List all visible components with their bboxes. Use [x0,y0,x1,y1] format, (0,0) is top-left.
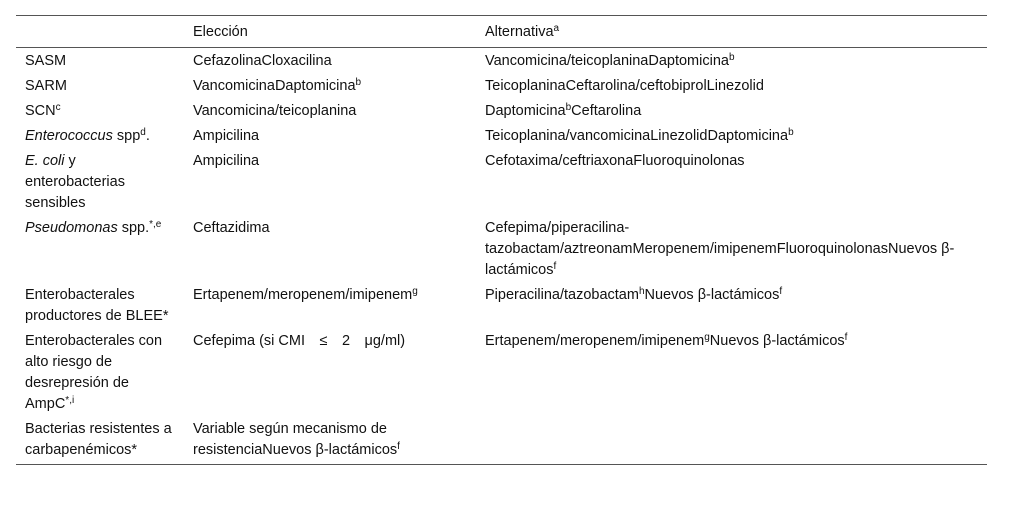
alternative-footnote: b [728,52,735,63]
alternative-after: Nuevos β-lactámicos [709,333,845,349]
table-body [16,48,987,465]
header-organism [16,16,184,48]
organism-footnote: *,e [149,219,162,230]
organism-italic: Pseudomonas [25,220,118,236]
antibiotic-table [16,15,987,465]
choice-cell [184,100,476,125]
alternative-text: TeicoplaninaCeftarolina/ceftobiprolLinezolid [485,78,764,94]
organism-text: SASM [25,53,67,69]
table-row [16,100,987,125]
organism-italic: E. coli [25,153,65,169]
choice-text: Ceftazidima [193,220,270,236]
table-row [16,75,987,100]
organism-cell [16,217,184,284]
alternative-text: Cefepima/piperacilina-tazobactam/aztreonamMeropenem/imipenemFluoroquinolonasNuevos β-lactámicos [485,220,955,278]
choice-text: Cefepima (si CMI ≤ 2 μg/ml) [193,333,406,349]
organism-text: y enterobacterias sensibles [25,153,125,211]
alternative-text: Piperacilina/tazobactam [485,287,639,303]
choice-cell [184,48,476,76]
alternative-cell [476,75,987,100]
choice-text: Ertapenem/meropenem/imipenem [193,287,413,303]
choice-footnote: g [412,286,418,297]
table-row [16,330,987,418]
alternative-text: Cefotaxima/ceftriaxonaFluoroquinolonas [485,153,745,169]
alternative-cell [476,125,987,150]
alternative-footnote: b [565,102,572,113]
alternative-after: Nuevos β-lactámicos [644,287,780,303]
choice-text: Variable según mecanismo de resistenciaNuevos β-lactámicos [193,421,398,458]
choice-cell [184,284,476,330]
alternative-footnote: g [704,332,710,343]
choice-text: CefazolinaCloxacilina [193,53,332,69]
header-row [16,16,987,48]
choice-footnote: f [397,441,400,452]
organism-footnote: c [55,102,61,113]
alternative-text: Daptomicina [485,103,566,119]
header-alternative-label: Alternativa [485,24,554,40]
organism-text: spp. [117,220,150,236]
choice-cell [184,125,476,150]
choice-text: Ampicilina [193,128,260,144]
alternative-footnote: h [638,286,645,297]
choice-cell [184,150,476,217]
header-choice: Elección [193,24,248,40]
alternative-footnote: b [788,127,794,138]
organism-italic: Enterococcus [25,128,113,144]
table-row [16,48,987,76]
alternative-cell [476,284,987,330]
alternative-cell [476,150,987,217]
alternative-text: Vancomicina/teicoplaninaDaptomicina [485,53,729,69]
choice-cell [184,217,476,284]
choice-cell [184,418,476,465]
organism-cell [16,150,184,217]
table-row [16,125,987,150]
organism-cell [16,75,184,100]
antibiotic-table-container [16,15,987,465]
organism-cell [16,284,184,330]
organism-cell [16,100,184,125]
organism-text: spp [112,128,141,144]
organism-cell [16,330,184,418]
table-row [16,284,987,330]
alternative-footnote-2: f [779,286,783,297]
alternative-cell [476,217,987,284]
organism-footnote: *,i [65,395,75,406]
choice-text: Ampicilina [193,153,260,169]
alternative-after: Ceftarolina [571,103,642,119]
header-alternative-footnote: a [553,23,560,34]
table-row [16,217,987,284]
header-alternative [476,16,987,48]
alternative-cell [476,100,987,125]
choice-text: VancomicinaDaptomicina [193,78,356,94]
table-row [16,418,987,465]
alternative-cell [476,418,987,465]
organism-text: Enterobacterales productores de BLEE* [25,287,169,324]
organism-text: SCN [25,103,56,119]
organism-cell [16,418,184,465]
table-header [16,16,987,48]
organism-text: Enterobacterales con alto riesgo de desrepresión de AmpC [25,333,163,412]
choice-cell [184,330,476,418]
organism-footnote: d [140,127,146,138]
alternative-footnote-2: f [844,332,848,343]
choice-footnote: b [355,77,362,88]
organism-cell [16,125,184,150]
alternative-cell [476,330,987,418]
alternative-cell [476,48,987,76]
organism-after: . [145,128,150,144]
choice-text: Vancomicina/teicoplanina [193,103,357,119]
organism-text: Bacterias resistentes a carbapenémicos* [25,421,172,458]
choice-cell [184,75,476,100]
organism-cell [16,48,184,76]
alternative-text: Ertapenem/meropenem/imipenem [485,333,705,349]
table-row [16,150,987,217]
alternative-text: Teicoplanina/vancomicinaLinezolidDaptomicina [485,128,789,144]
alternative-footnote: f [553,261,557,272]
organism-text: SARM [25,78,67,94]
